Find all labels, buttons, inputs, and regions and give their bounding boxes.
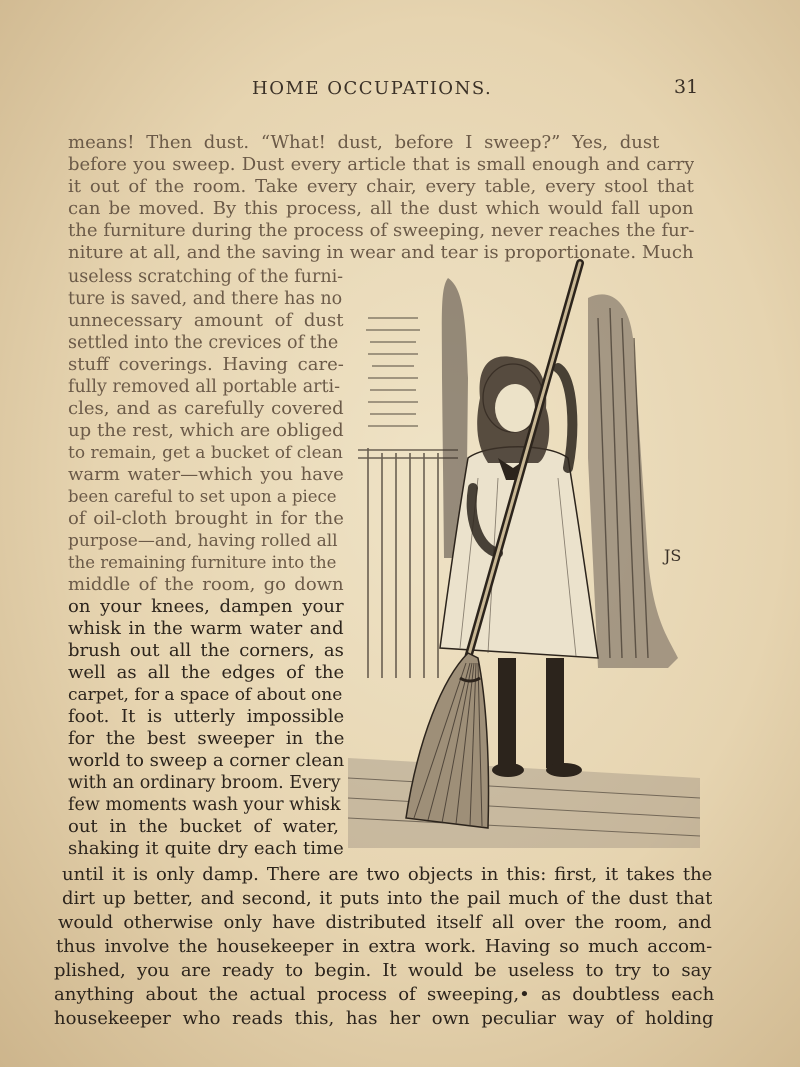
text-line: foot. It is utterly impossible	[68, 706, 344, 727]
text-line: shaking it quite dry each time	[68, 838, 344, 859]
text-line: up the rest, which are obliged	[68, 420, 344, 441]
text-line: it out of the room. Take every chair, every table, every stool that	[68, 176, 694, 197]
text-line: well as all the edges of the	[68, 662, 344, 683]
text-line: ture is saved, and there has no	[68, 289, 343, 309]
text-line: stuff coverings. Having care-	[68, 354, 344, 375]
text-line: until it is only damp. There are two objects in this: first, it takes the	[62, 864, 712, 885]
text-line: housekeeper who reads this, has her own peculiar way of holding	[54, 1008, 714, 1029]
text-line: the furniture during the process of sweeping, never reaches the fur-	[68, 220, 694, 241]
text-line: dirt up better, and second, it puts into the pail much of the dust that	[62, 888, 712, 909]
text-line: can be moved. By this process, all the dust which would fall upon	[68, 198, 694, 219]
text-line: out in the bucket of water,	[68, 816, 339, 837]
text-line: been careful to set upon a piece	[68, 487, 337, 506]
artist-monogram: JS	[664, 546, 682, 565]
running-title: HOME OCCUPATIONS.	[252, 78, 493, 99]
text-line: on your knees, dampen your	[68, 596, 344, 617]
text-line: of oil-cloth brought in for the	[68, 508, 344, 529]
text-line: the remaining furniture into the	[68, 553, 337, 572]
text-line: thus involve the housekeeper in extra work. Having so much accom-	[56, 936, 712, 957]
text-line: cles, and as carefully covered	[68, 398, 344, 419]
text-line: useless scratching of the furni-	[68, 267, 344, 287]
page-header	[0, 76, 800, 106]
text-line: carpet, for a space of about one	[68, 685, 343, 705]
text-line: anything about the actual process of sweeping,• as doubtless each	[54, 984, 714, 1005]
engraving-svg	[348, 258, 700, 848]
text-line: world to sweep a corner clean	[68, 750, 344, 771]
engraving-girl-sweeping	[348, 258, 700, 848]
text-line: whisk in the warm water and	[68, 618, 344, 639]
text-line: niture at all, and the saving in wear and tear is proportionate. Much	[68, 242, 694, 263]
page-number: 31	[674, 76, 699, 98]
text-line: fully removed all portable arti-	[68, 377, 341, 397]
text-line: means! Then dust. “What! dust, before I sweep?” Yes, dust	[68, 132, 660, 153]
text-line: purpose—and, having rolled all	[68, 531, 338, 551]
text-line: few moments wash your whisk	[68, 795, 341, 815]
text-line: for the best sweeper in the	[68, 728, 344, 749]
text-line: middle of the room, go down	[68, 574, 344, 595]
text-line: brush out all the corners, as	[68, 640, 344, 661]
text-line: with an ordinary broom. Every	[68, 773, 341, 793]
text-line: plished, you are ready to begin. It would be useless to try to say	[54, 960, 712, 981]
text-line: warm water—which you have	[68, 464, 344, 485]
text-line: unnecessary amount of dust	[68, 310, 344, 331]
text-line: would otherwise only have distributed itself all over the room, and	[58, 912, 712, 933]
text-line: settled into the crevices of the	[68, 333, 339, 353]
text-line: to remain, get a bucket of clean	[68, 443, 343, 463]
text-line: before you sweep. Dust every article that is small enough and carry	[68, 154, 694, 175]
